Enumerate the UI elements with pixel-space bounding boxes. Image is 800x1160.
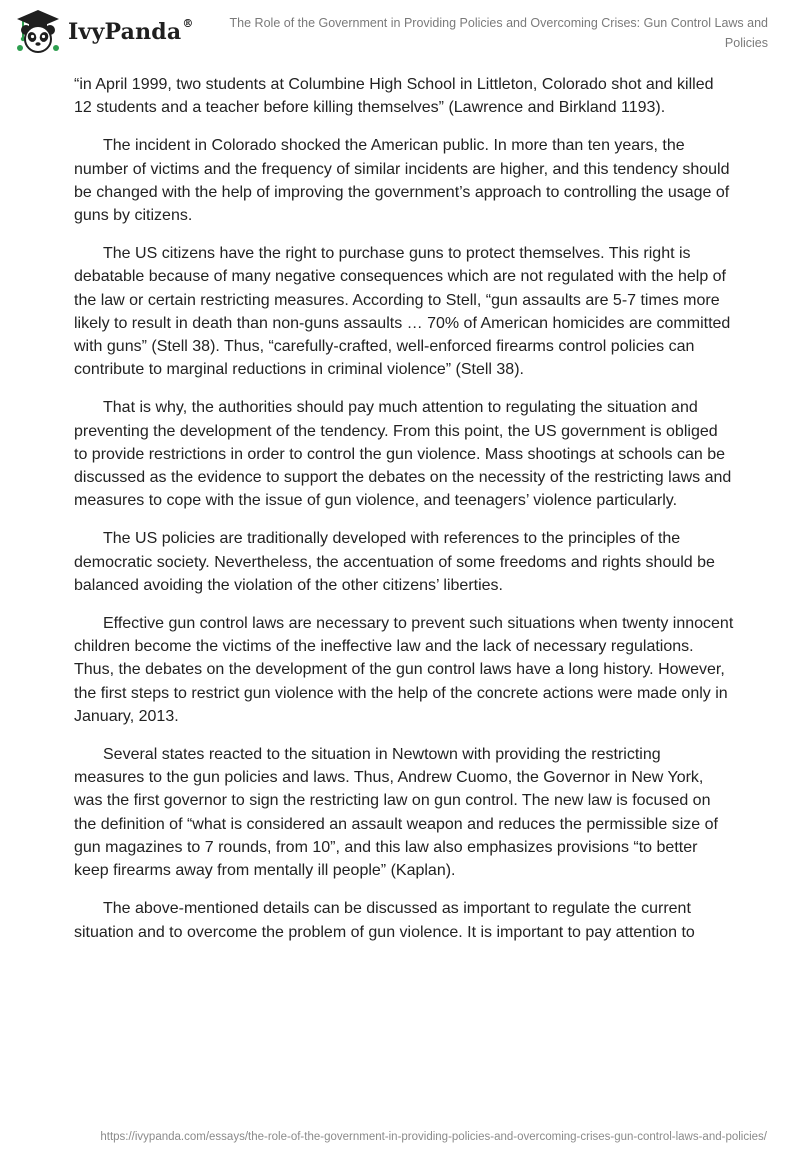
logo-text: IvyPanda <box>68 19 182 45</box>
paragraph-3: The US citizens have the right to purchase guns to protect themselves. This right is debatable because of many negative consequences which are not regulated with the help of the law or certain restricting measures. According to Stell, “gun assaults are 5-7 times more likely to result in death than non-guns assaults … 70% of American homicides are committed with guns” (Stell 38). Thus, “carefully-crafted, well-enforced firearms control policies can contribute to marginal reductions in criminal violence” (Stell 38). <box>74 245 731 379</box>
document-title: The Role of the Government in Providing Policies and Overcoming Crises: Gun Control Laws and Policies <box>229 16 768 50</box>
ivypanda-logo[interactable] <box>14 8 194 54</box>
essay-body <box>74 73 734 959</box>
panda-graduate-icon <box>14 8 62 54</box>
paragraph-2: The incident in Colorado shocked the American public. In more than ten years, the number of victims and the frequency of similar incidents are higher, and this tendency should be changed with the help of improving the government’s approach to controlling the usage of guns by citizens. <box>74 137 730 225</box>
logo-wordmark <box>68 16 194 45</box>
paragraph-8: The above-mentioned details can be discussed as important to regulate the current situation and to overcome the problem of gun violence. It is important to pay attention to <box>74 900 695 941</box>
paragraph-1: “in April 1999, two students at Columbine High School in Littleton, Colorado shot and killed 12 students and a teacher before killing themselves” (Lawrence and Birkland 1193). <box>74 76 714 117</box>
paragraph-4: That is why, the authorities should pay much attention to regulating the situation and preventing the development of the tendency. From this point, the US government is obliged to provide restrictions in order to control the gun violence. Mass shootings at schools can be discussed as the evidence to support the debates on the necessity of the restricting laws and measures to cope with the issue of gun violence, and teenagers’ violence particularly. <box>74 399 732 510</box>
page-header <box>0 0 800 60</box>
paragraph-5: The US policies are traditionally developed with references to the principles of the democratic society. Nevertheless, the accentuation of some freedoms and rights should be balanced avoiding the violation of the other citizens’ liberties. <box>74 530 715 594</box>
source-url[interactable]: https://ivypanda.com/essays/the-role-of-the-government-in-providing-policies-and-overcoming-crises-gun-control-laws-and-policies/ <box>100 1131 767 1143</box>
registered-mark: ® <box>182 16 194 30</box>
paragraph-6: Effective gun control laws are necessary to prevent such situations when twenty innocent children become the victims of the ineffective law and the lack of necessary regulations. Thus, the debates on the development of the gun control laws have a long history. However, the first steps to restrict gun violence with the help of the concrete actions were made only in January, 2013. <box>74 615 734 725</box>
paragraph-7: Several states reacted to the situation in Newtown with providing the restricting measures to the gun policies and laws. Thus, Andrew Cuomo, the Governor in New York, was the first governor to sign the restricting law on gun control. The new law is focused on the definition of “what is considered an assault weapon and reduces the permissible size of gun magazines to 7 rounds, from 10”, and this law also emphasizes provisions “to better keep firearms away from mentally ill people” (Kaplan). <box>74 746 718 880</box>
